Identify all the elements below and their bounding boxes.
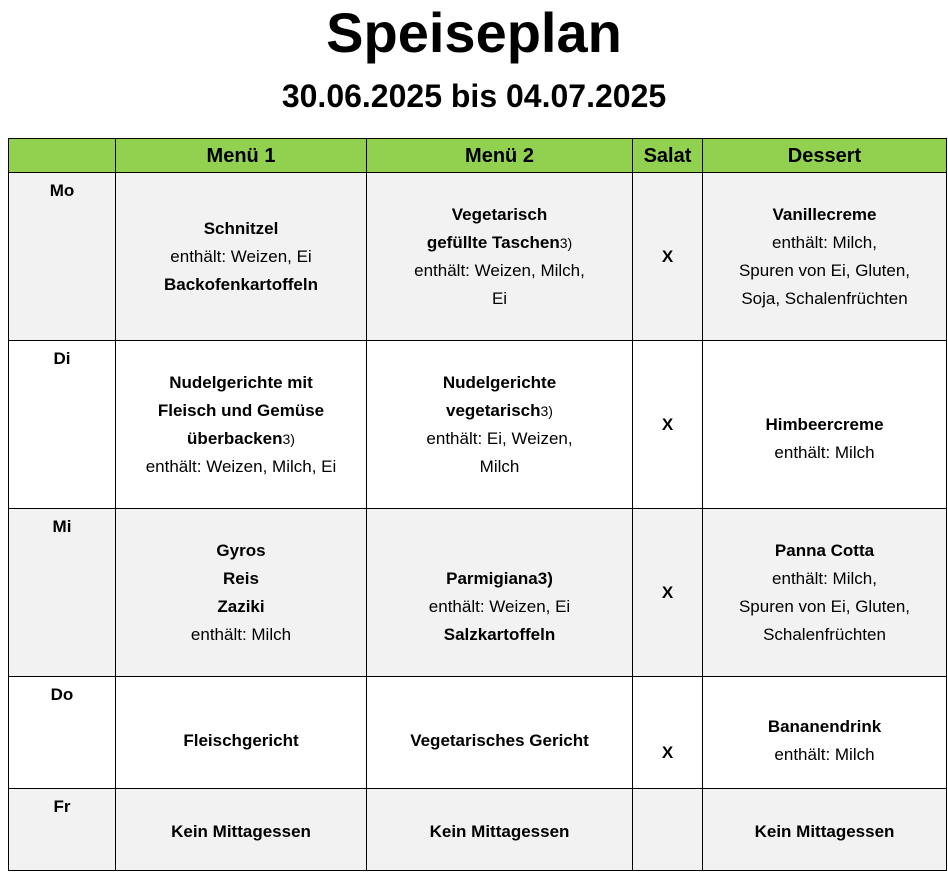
side-dish: Salzkartoffeln (443, 624, 556, 644)
menu1-cell (116, 173, 367, 341)
header-row (9, 139, 947, 173)
salat-cell: X (633, 509, 703, 677)
day-label: Do (9, 677, 116, 789)
table-row-do (9, 677, 947, 789)
dessert-name: Himbeercreme (765, 414, 884, 434)
allergen-info: Ei (491, 288, 508, 308)
menu1-cell (116, 341, 367, 509)
day-label: Di (9, 341, 116, 509)
allergen-info: enthält: Milch (774, 744, 875, 764)
header-menu2: Menü 2 (367, 139, 633, 173)
dessert-cell: Kein Mittagessen (703, 789, 947, 871)
allergen-info: enthält: Weizen, Milch, (414, 260, 585, 280)
table-row-fr (9, 789, 947, 871)
menu1-cell (116, 509, 367, 677)
footnote-marker: 3) (282, 430, 295, 447)
dish-name: Parmigiana3) (446, 568, 553, 588)
dessert-cell (703, 173, 947, 341)
footnote-marker: 3) (540, 402, 553, 419)
menu2-cell (367, 173, 633, 341)
allergen-info: enthält: Milch (774, 442, 875, 462)
dessert-name: Bananendrink (767, 716, 882, 736)
dish-name: Schnitzel (203, 218, 279, 238)
table-row-di (9, 341, 947, 509)
allergen-info: enthält: Weizen, Ei (170, 246, 312, 266)
dessert-cell (703, 341, 947, 509)
salat-cell (633, 789, 703, 871)
dish-name: Nudelgerichte mit (169, 372, 313, 392)
salat-cell: X (633, 173, 703, 341)
page-title: Speiseplan (326, 1, 622, 64)
dish-name: Gyros (216, 540, 266, 560)
side-dish: Reis (223, 568, 259, 588)
allergen-info: Spuren von Ei, Gluten, (738, 596, 911, 616)
dessert-cell (703, 677, 947, 789)
dish-name: gefüllte Taschen (426, 232, 560, 252)
dessert-name: Vanillecreme (772, 204, 877, 224)
dish-name: Fleisch und Gemüse (157, 400, 325, 420)
menu2-cell: Vegetarisches Gericht (367, 677, 633, 789)
table-row-mi (9, 509, 947, 677)
menu1-cell: Kein Mittagessen (116, 789, 367, 871)
allergen-info: Soja, Schalenfrüchten (741, 288, 908, 308)
day-label: Mo (9, 173, 116, 341)
allergen-info: enthält: Ei, Weizen, (426, 428, 573, 448)
day-label: Mi (9, 509, 116, 677)
day-label: Fr (9, 789, 116, 871)
allergen-info: Milch (479, 456, 520, 476)
dish-name: überbacken (187, 428, 283, 448)
menu1-cell: Fleischgericht (116, 677, 367, 789)
menu2-cell (367, 509, 633, 677)
header-day (9, 139, 116, 173)
table-row-mo (9, 173, 947, 341)
dish-name: vegetarisch (446, 400, 541, 420)
salat-cell: X (633, 341, 703, 509)
allergen-info: enthält: Milch (190, 624, 292, 644)
allergen-info: Spuren von Ei, Gluten, (738, 260, 911, 280)
header-salat: Salat (633, 139, 703, 173)
menu2-cell (367, 341, 633, 509)
header-dessert: Dessert (703, 139, 947, 173)
allergen-info: enthält: Weizen, Milch, Ei (145, 456, 337, 476)
salat-cell: X (633, 677, 703, 789)
side-dish: Backofenkartoffeln (164, 274, 318, 294)
allergen-info: enthält: Milch, (772, 232, 877, 252)
menu2-cell: Kein Mittagessen (367, 789, 633, 871)
dessert-name: Panna Cotta (774, 540, 875, 560)
allergen-info: enthält: Milch, (772, 568, 877, 588)
menu-table (8, 138, 947, 871)
allergen-info: Schalenfrüchten (763, 624, 886, 644)
dish-name: Vegetarisch (451, 204, 548, 224)
dessert-cell (703, 509, 947, 677)
footnote-marker: 3) (559, 234, 573, 251)
side-dish: Zaziki (217, 596, 265, 616)
dish-name: Nudelgerichte (442, 372, 557, 392)
allergen-info: enthält: Weizen, Ei (428, 596, 571, 616)
date-range: 30.06.2025 bis 04.07.2025 (281, 78, 667, 114)
header-menu1: Menü 1 (116, 139, 367, 173)
